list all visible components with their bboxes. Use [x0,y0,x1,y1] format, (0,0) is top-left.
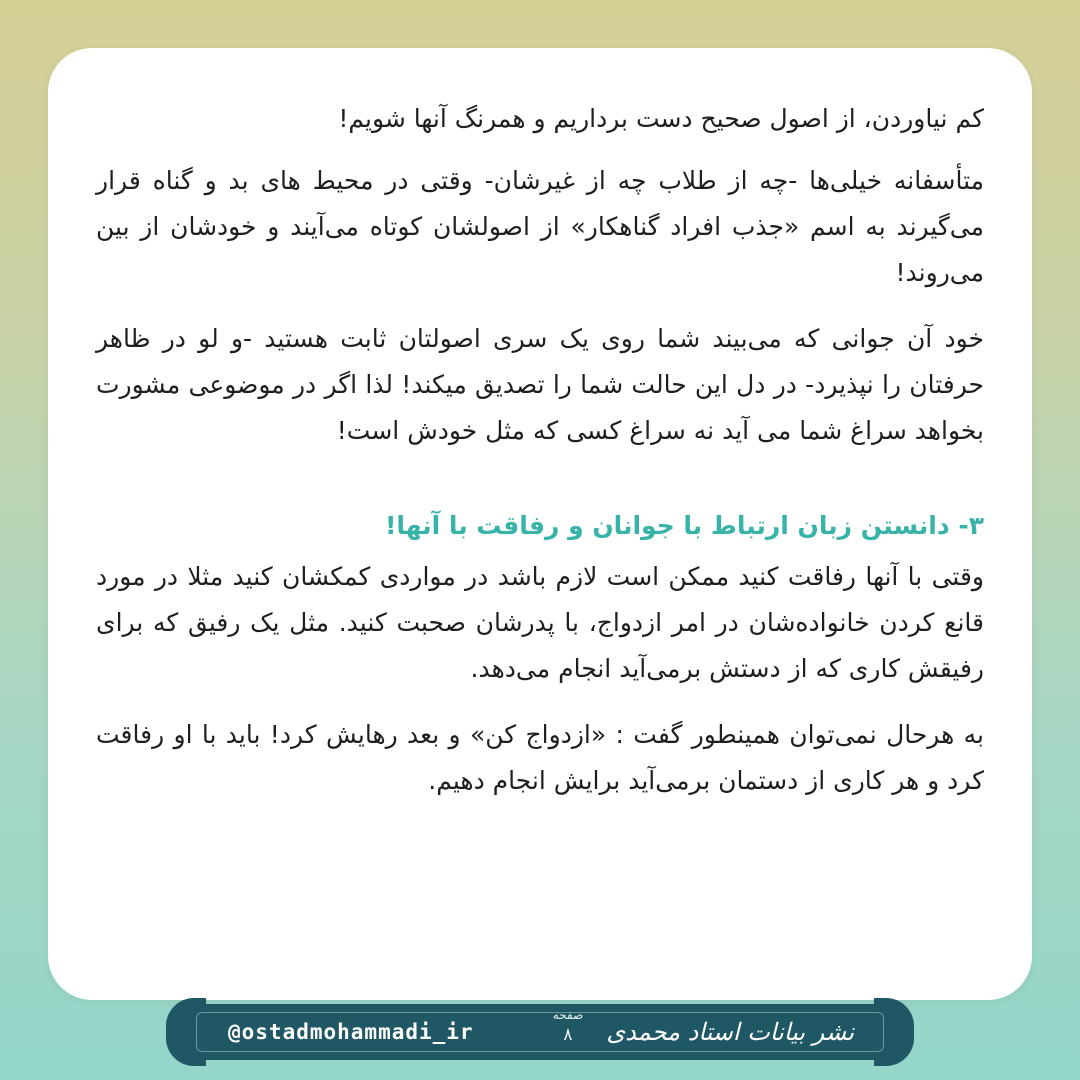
article-body [96,96,984,824]
paragraph-5: به هرحال نمی‌توان همینطور گفت : «ازدواج کن» و بعد رهایش کرد! باید با او رفاقت کرد و هر کاری از دستمان برمی‌آید برایش انجام دهیم. [96,720,984,795]
page-number: ۸ [563,1025,573,1045]
paragraph-3: خود آن جوانی که می‌بیند شما روی یک سری اصولتان ثابت هستید -و لو در ظاهر حرفتان را نپذیرد- در دل این حالت شما را تصدیق میکند! لذا اگر در موضوعی مشورت بخواهد سراغ شما می آید نه سراغ کسی که مثل خودش است! [96,324,984,445]
brand-logo: نشر بیانات استاد محمدی [606,1018,854,1046]
page-indicator [533,1006,603,1046]
section-spacer [96,474,984,504]
social-handle[interactable]: @ostadmohammadi_ir [228,1020,474,1044]
page-label: صفحه [552,1008,584,1022]
paragraph-1: کم نیاوردن، از اصول صحیح دست برداریم و همرنگ آنها شویم! [338,104,984,133]
section-heading: ۳- دانستن زبان ارتباط با جوانان و رفاقت با آنها! [384,511,984,540]
paragraph-2: متأسفانه خیلی‌ها -چه از طلاب چه از غیرشان- وقتی در محیط های بد و گناه قرار می‌گیرند به اسم «جذب افراد گناهکار» از اصولشان کوتاه می‌آیند و خودشان از بین می‌روند! [96,166,984,287]
footer-bar [188,1004,892,1060]
paragraph-4: وقتی با آنها رفاقت کنید ممکن است لازم باشد در مواردی کمکشان کنید مثلا در مورد قانع کردن خانواده‌شان در امر ازدواج، با پدرشان صحبت کنید. مثل یک رفیق که برای رفیقش کاری که از دستش برمی‌آید انجام می‌دهد. [96,562,984,683]
